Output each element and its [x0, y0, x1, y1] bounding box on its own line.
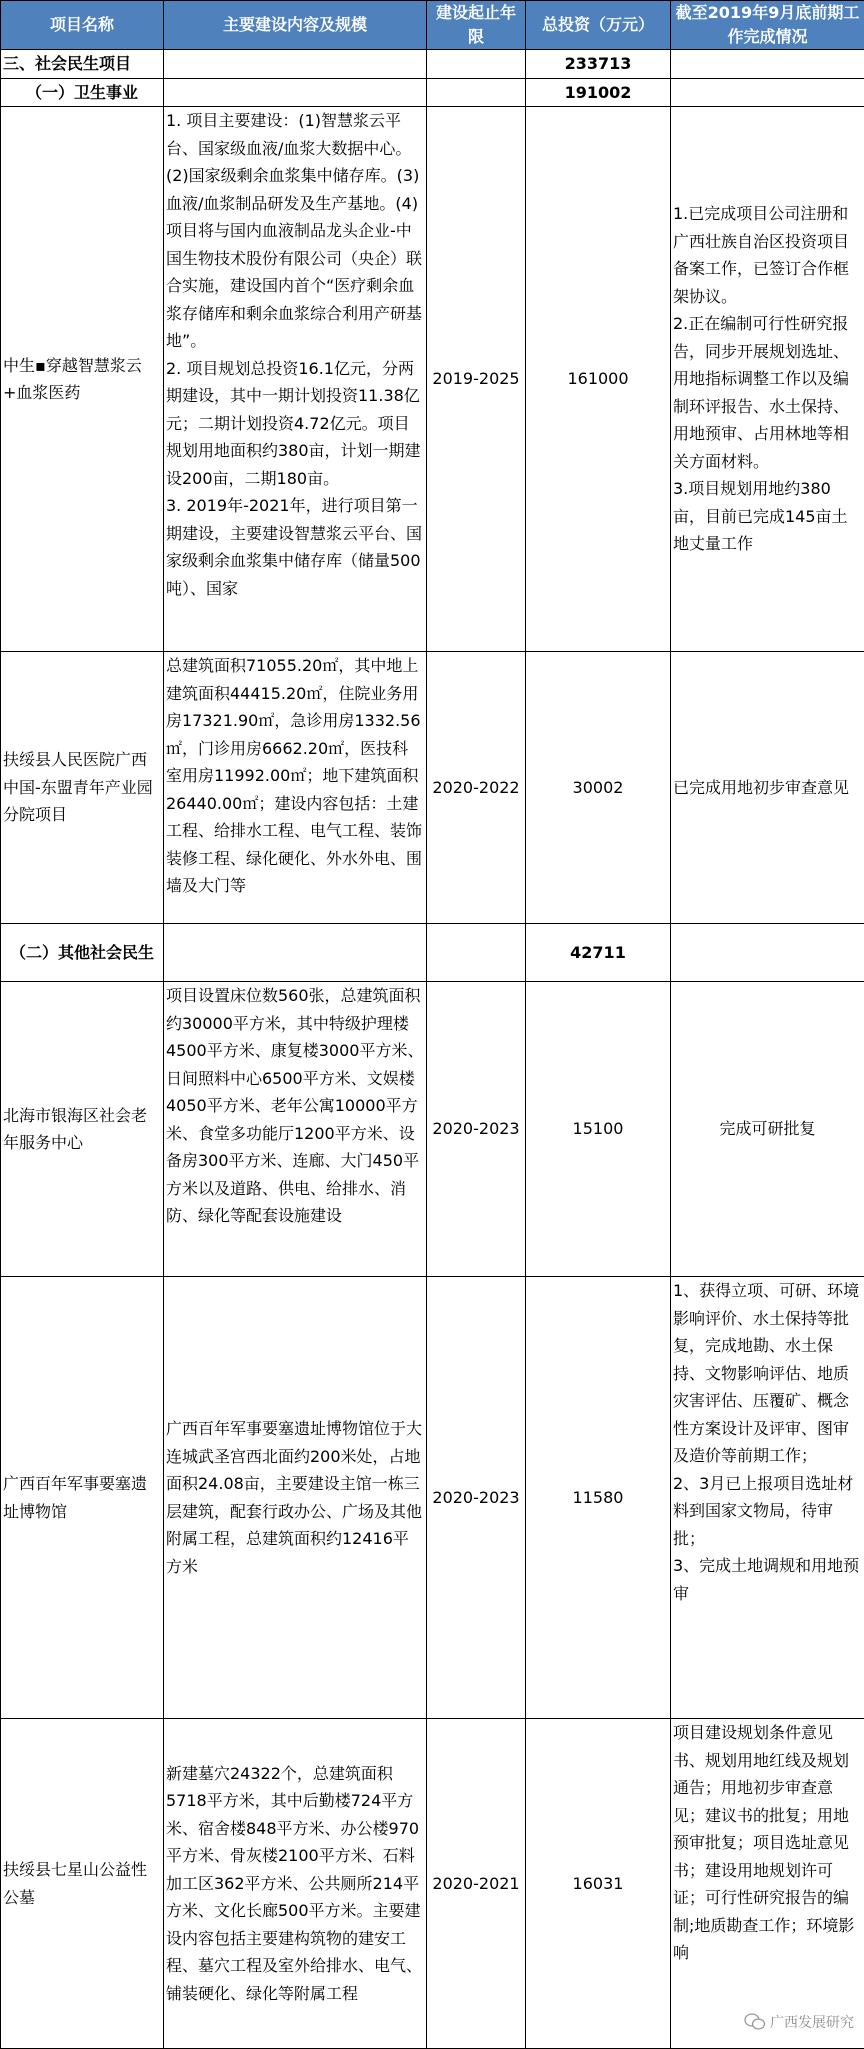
watermark-text: 广西发展研究: [770, 2012, 854, 2032]
table-row: [1, 982, 864, 1277]
header-progress: 截至2019年9月底前期工作完成情况: [671, 1, 864, 50]
watermark: [744, 2012, 854, 2032]
project-content: 总建筑面积71055.20㎡，其中地上建筑面积44415.20㎡，住院业务用房17321.90㎡，急诊用房1332.56㎡，门诊用房6662.20㎡，医技科室用房11992.00㎡；地下建筑面积26440.00㎡；建设内容包括：土建工程、给排水工程、电气工程、装饰装修工程、绿化硬化、外水外电、围墙及大门等: [164, 652, 427, 924]
project-years: 2020-2023: [427, 1277, 526, 1719]
project-investment: 11580: [526, 1277, 671, 1719]
subsection-title: （二）其他社会民生: [1, 924, 164, 982]
project-progress: 完成可研批复: [671, 982, 864, 1277]
project-investment: 16031: [526, 1719, 671, 2049]
section-row: [1, 50, 864, 79]
header-content: 主要建设内容及规模: [164, 1, 427, 50]
subsection-row: [1, 78, 864, 107]
project-progress: 已完成用地初步审查意见: [671, 652, 864, 924]
project-content: 1. 项目主要建设：(1)智慧浆云平台、国家级血液/血浆大数据中心。(2)国家级剩余血浆集中储存库。(3)血液/血浆制品研发及生产基地。(4)项目将与国内血液制品龙头企业-中国生物技术股份有限公司（央企）联合实施，建设国内首个“医疗剩余血浆存储库和剩余血浆综合利用产研基地”。 2. 项目规划总投资16.1亿元，分两期建设，其中一期计划投资11.38亿元；二期计划投资4.72亿元。项目规划用地面积约380亩，计划一期建设200亩，二期180亩。 3. 2019年-2021年，进行项目第一期建设，主要建设智慧浆云平台、国家级剩余血浆集中储存库（储量500吨）、国家: [164, 107, 427, 652]
subsection-row: [1, 924, 864, 982]
project-years: 2020-2022: [427, 652, 526, 924]
subsection-title: （一）卫生事业: [1, 78, 164, 107]
project-investment: 30002: [526, 652, 671, 924]
table-row: [1, 1719, 864, 2049]
subsection-total: 42711: [526, 924, 671, 982]
section-total: 233713: [526, 50, 671, 79]
project-name: 扶绥县人民医院广西中国-东盟青年产业园分院项目: [1, 652, 164, 924]
project-content: 项目设置床位数560张，总建筑面积约30000平方米，其中特级护理楼4500平方米、康复楼3000平方米、日间照料中心6500平方米、文娱楼4050平方米、老年公寓10000平方米、食堂多功能厅1200平方米、设备房300平方米、连廊、大门450平方米以及道路、供电、给排水、消防、绿化等配套设施建设: [164, 982, 427, 1277]
project-name: 中生▪穿越智慧浆云+血浆医药: [1, 107, 164, 652]
subsection-total: 191002: [526, 78, 671, 107]
project-years: 2019-2025: [427, 107, 526, 652]
header-investment: 总投资（万元）: [526, 1, 671, 50]
project-progress: 项目建设规划条件意见书、规划用地红线及规划通告；用地初步审查意见；建议书的批复；用地预审批复；项目选址意见书；建设用地规划许可证；可行性研究报告的编制;地质勘查工作；环境影响: [671, 1719, 864, 2049]
project-name: 扶绥县七星山公益性公墓: [1, 1719, 164, 2049]
section-title: 三、社会民生项目: [1, 50, 164, 79]
project-progress: 1、获得立项、可研、环境影响评价、水土保持等批复，完成地勘、水土保持、文物影响评估、地质灾害评估、压覆矿、概念性方案设计及评审、图审及造价等前期工作； 2、3月已上报项目选址材料到国家文物局，待审批； 3、完成土地调规和用地预审: [671, 1277, 864, 1719]
header-project-name: 项目名称: [1, 1, 164, 50]
header-years: 建设起止年限: [427, 1, 526, 50]
project-progress: 1.已完成项目公司注册和广西壮族自治区投资项目备案工作，已签订合作框架协议。 2.正在编制可行性研究报告，同步开展规划选址、用地指标调整工作以及编制环评报告、水土保持、用地预审、占用林地等相关方面材料。 3.项目规划用地约380亩，目前已完成145亩土地丈量工作: [671, 107, 864, 652]
table-row: [1, 1277, 864, 1719]
project-years: 2020-2023: [427, 982, 526, 1277]
header-row: [1, 1, 864, 50]
project-investment: 15100: [526, 982, 671, 1277]
project-years: 2020-2021: [427, 1719, 526, 2049]
wechat-icon: [744, 2013, 766, 2031]
project-investment: 161000: [526, 107, 671, 652]
project-name: 北海市银海区社会老年服务中心: [1, 982, 164, 1277]
table-row: [1, 107, 864, 652]
project-name: 广西百年军事要塞遗址博物馆: [1, 1277, 164, 1719]
project-content: 广西百年军事要塞遗址博物馆位于大连城武圣宫西北面约200米处，占地面积24.08亩，主要建设主馆一栋三层建筑，配套行政办公、广场及其他附属工程，总建筑面积约12416平方米: [164, 1277, 427, 1719]
project-content: 新建墓穴24322个，总建筑面积5718平方米，其中后勤楼724平方米、宿舍楼848平方米、办公楼970平方米、骨灰楼2100平方米、石料加工区362平方米、公共厕所214平方米、文化长廊500平方米。主要建设内容包括主要建构筑物的建安工程、墓穴工程及室外给排水、电气、铺装硬化、绿化等附属工程: [164, 1719, 427, 2049]
table-row: [1, 652, 864, 924]
